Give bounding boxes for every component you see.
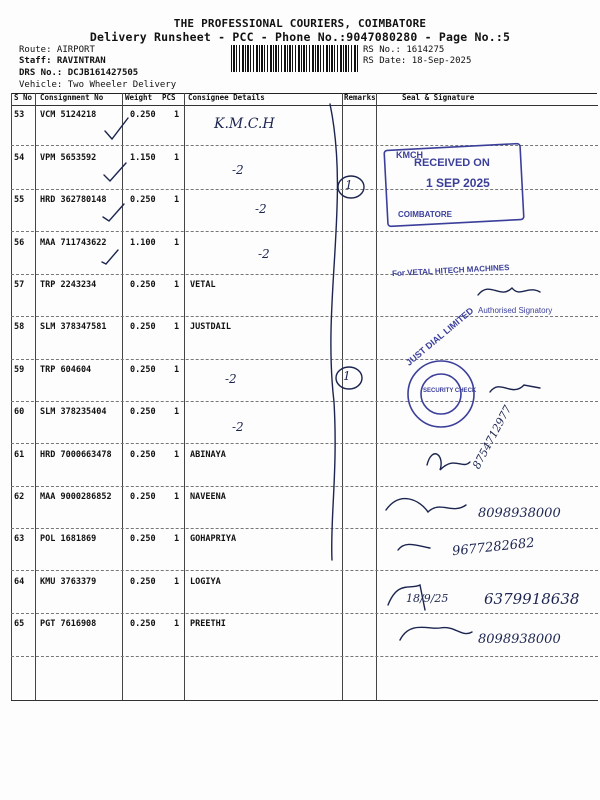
stamp-justdial-inner: SECURITY CHECK [423, 388, 477, 394]
handwritten-phone: 8754712977 [470, 403, 515, 472]
handwritten-date: 18/9/25 [406, 592, 449, 605]
handwritten-phone: 8098938000 [478, 632, 561, 647]
row-sno: 63 [14, 534, 25, 544]
row-weight: 0.250 [130, 322, 156, 332]
row-weight: 0.250 [130, 534, 156, 544]
justdial-stamp-outer [408, 361, 477, 427]
col-consignee: Consignee Details [188, 93, 265, 102]
col-sno: S No [14, 93, 33, 102]
row-sno: 55 [14, 195, 25, 205]
row-consignment: TRP 2243234 [40, 280, 97, 290]
handwritten-remark: 1 [345, 178, 353, 192]
row-weight: 0.250 [130, 577, 156, 587]
col-consignment: Consignment No [40, 93, 104, 102]
row-consignment: HRD 7000663478 [40, 450, 112, 460]
rs-number: RS No.: 1614275 [363, 45, 445, 55]
route-label: Route: AIRPORT [19, 45, 95, 55]
handwritten-ditto: -2 [255, 202, 267, 216]
drs-label: DRS No.: DCJB161427505 [19, 68, 139, 78]
row-sno: 57 [14, 280, 25, 290]
row-pcs: 1 [174, 322, 180, 332]
row-pcs: 1 [174, 365, 180, 375]
row-sno: 53 [14, 110, 25, 120]
row-weight: 0.250 [130, 280, 156, 290]
row-consignment: SLM 378235404 [40, 407, 107, 417]
row-pcs: 1 [174, 280, 180, 290]
runsheet-subtitle: Delivery Runsheet - PCC - Phone No.:9047080280 - Page No.:5 [89, 30, 511, 44]
row-weight: 1.100 [130, 238, 156, 248]
stamp-authorised-signatory: Authorised Signatory [478, 306, 553, 315]
justdial-stamp-inner [421, 374, 461, 414]
tick-mark [104, 163, 126, 181]
row-pcs: 1 [174, 238, 180, 248]
row-consignment: KMU 3763379 [40, 577, 97, 587]
row-consignment: SLM 378347581 [40, 322, 107, 332]
row-pcs: 1 [174, 450, 180, 460]
row-sno: 65 [14, 619, 25, 629]
handwritten-phone: 9677282682 [451, 535, 536, 560]
stamp-received-date: 1 SEP 2025 [426, 176, 490, 190]
col-seal: Seal & Signature [402, 93, 475, 102]
stamp-kmch: KMCH [396, 150, 423, 160]
row-weight: 0.250 [130, 365, 156, 375]
row-sno: 61 [14, 450, 25, 460]
signature-scribble [386, 499, 466, 512]
stamp-city: COIMBATORE [398, 210, 452, 219]
row-pcs: 1 [174, 153, 180, 163]
row-pcs: 1 [174, 195, 180, 205]
signature-scribble [427, 454, 470, 470]
stamp-justdial: JUST DIAL LIMITED [404, 305, 476, 368]
col-remarks: Remarks [344, 93, 376, 102]
row-sno: 54 [14, 153, 25, 163]
pen-line [330, 104, 337, 560]
row-weight: 0.250 [130, 195, 156, 205]
tick-mark [102, 250, 118, 264]
row-consignment: POL 1681869 [40, 534, 97, 544]
signature-scribble [478, 288, 540, 295]
row-sno: 62 [14, 492, 25, 502]
row-pcs: 1 [174, 577, 180, 587]
row-weight: 0.250 [130, 110, 156, 120]
row-sno: 59 [14, 365, 25, 375]
row-consignee: ABINAYA [190, 450, 226, 460]
row-weight: 0.250 [130, 450, 156, 460]
staff-label: Staff: RAVINTRAN [19, 56, 106, 66]
row-consignment: VCM 5124218 [40, 110, 97, 120]
row-consignee: VETAL [190, 280, 216, 290]
handwritten-remark: 1 [343, 369, 351, 383]
row-sno: 64 [14, 577, 25, 587]
row-consignee: JUSTDAIL [190, 322, 231, 332]
row-weight: 0.250 [130, 619, 156, 629]
col-pcs: PCS [162, 93, 176, 102]
signature-scribble [400, 627, 472, 640]
row-consignment: VPM 5653592 [40, 153, 97, 163]
company-title: THE PROFESSIONAL COURIERS, COIMBATORE [173, 17, 427, 30]
row-pcs: 1 [174, 110, 180, 120]
row-consignment: PGT 7616908 [40, 619, 97, 629]
row-sno: 60 [14, 407, 25, 417]
stamp-vetal: For VETAL HITECH MACHINES [391, 262, 510, 279]
row-sno: 56 [14, 238, 25, 248]
row-weight: 1.150 [130, 153, 156, 163]
row-weight: 0.250 [130, 492, 156, 502]
handwritten-phone: 6379918638 [484, 590, 580, 608]
tick-mark [103, 204, 124, 221]
vehicle-label: Vehicle: Two Wheeler Delivery [19, 80, 177, 90]
row-consignment: MAA 711743622 [40, 238, 107, 248]
row-pcs: 1 [174, 407, 180, 417]
row-sno: 58 [14, 322, 25, 332]
row-weight: 0.250 [130, 407, 156, 417]
rs-date: RS Date: 18-Sep-2025 [363, 56, 472, 66]
row-consignment: HRD 362780148 [40, 195, 107, 205]
signature-scribble [490, 385, 540, 392]
stamp-received-on: RECEIVED ON [414, 157, 490, 169]
signature-scribble [398, 544, 430, 550]
row-consignment: MAA 9000286852 [40, 492, 112, 502]
row-consignee: NAVEENA [190, 492, 226, 502]
handwritten-ditto: -2 [232, 420, 244, 434]
row-consignee: LOGIYA [190, 577, 221, 587]
row-pcs: 1 [174, 534, 180, 544]
tick-mark [105, 118, 128, 139]
row-pcs: 1 [174, 492, 180, 502]
handwritten-ditto: -2 [258, 247, 270, 261]
handwritten-ditto: -2 [225, 372, 237, 386]
row-consignment: TRP 604604 [40, 365, 92, 375]
handwritten-phone: 8098938000 [478, 506, 561, 521]
col-weight: Weight [125, 93, 153, 102]
handwritten-ditto: -2 [232, 163, 244, 177]
row-consignee: GOHAPRIYA [190, 534, 237, 544]
handwritten-kmch: K.M.C.H [214, 116, 275, 132]
row-consignee: PREETHI [190, 619, 226, 629]
row-pcs: 1 [174, 619, 180, 629]
